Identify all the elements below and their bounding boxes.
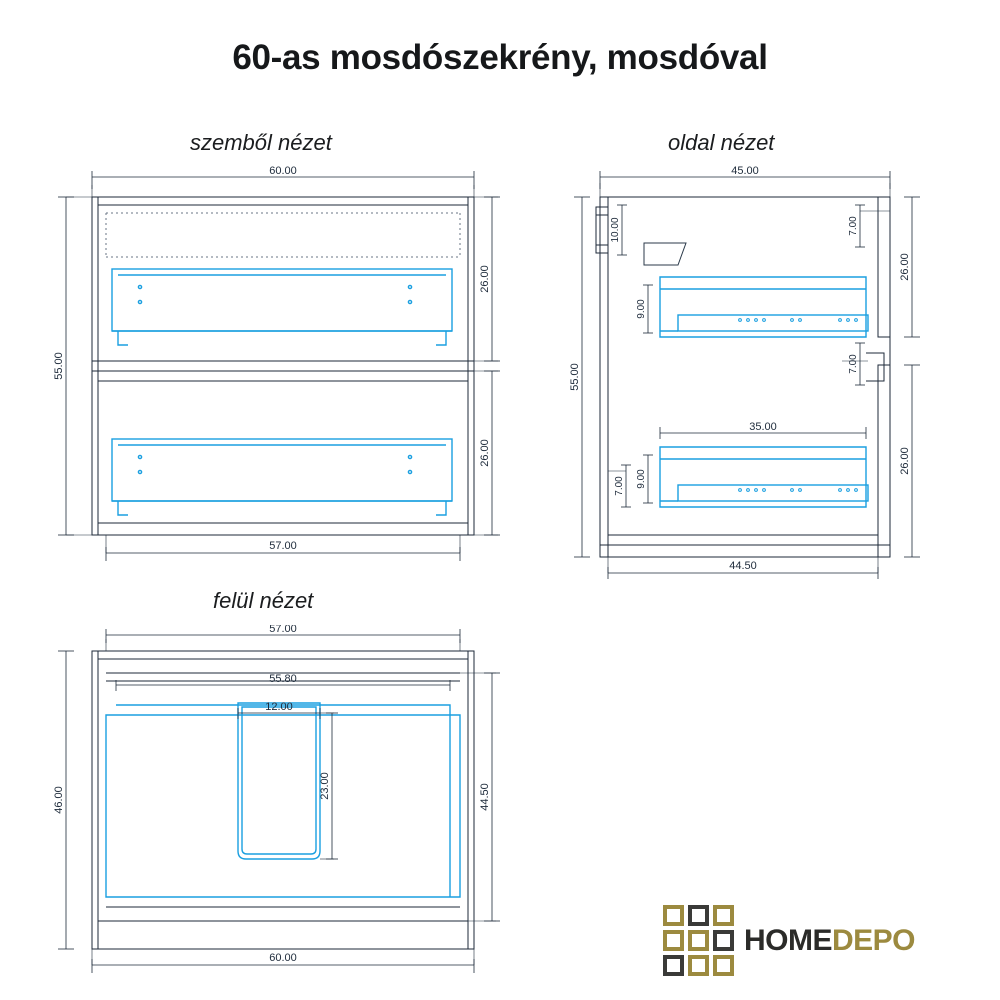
dim-front-width-overall: 60.00 [269, 165, 297, 177]
dim-side-rear-offset-bottom: 7.00 [614, 476, 625, 496]
dim-top-depth-inner: 44.50 [479, 783, 491, 811]
dim-front-height-upper: 26.00 [479, 265, 491, 293]
logo-cell [663, 955, 684, 976]
dim-side-top-offset: 10.00 [610, 217, 621, 243]
dim-top-cutout-width: 12.00 [265, 701, 293, 713]
logo-cell [713, 955, 734, 976]
logo-cell [713, 905, 734, 926]
dim-front-height-overall: 55.00 [53, 352, 65, 380]
dim-side-height-overall: 55.00 [569, 363, 581, 391]
dim-side-runner-offset-upper: 9.00 [636, 299, 647, 319]
logo-word-depo: DEPO [832, 923, 916, 957]
logo-cell [663, 905, 684, 926]
logo-grid-icon [663, 905, 734, 976]
logo-wordmark [744, 923, 916, 957]
page-title: 60-as mosdószekrény, mosdóval [232, 38, 768, 77]
view-label-top: felül nézet [213, 588, 314, 613]
logo-cell [688, 955, 709, 976]
logo-cell [663, 930, 684, 951]
view-label-side: oldal nézet [668, 130, 775, 155]
dim-front-width-inner: 57.00 [269, 540, 297, 552]
front-view-drawing [40, 165, 560, 585]
dim-top-basin-width: 55.80 [269, 673, 297, 685]
top-view-drawing [40, 625, 560, 985]
dim-front-height-lower: 26.00 [479, 439, 491, 467]
dim-side-depth-overall: 45.00 [731, 165, 759, 177]
dim-side-height-lower: 26.00 [899, 447, 911, 475]
dim-side-rear-offset-top: 7.00 [848, 216, 859, 236]
logo-cell [688, 905, 709, 926]
homedepo-logo [663, 905, 915, 976]
dim-side-depth-bottom: 44.50 [729, 560, 757, 572]
logo-cell [688, 930, 709, 951]
view-label-front: szemből nézet [190, 130, 332, 155]
side-view-drawing [560, 165, 960, 585]
logo-word-home: HOME [744, 923, 832, 957]
dim-top-cutout-depth: 23.00 [319, 772, 331, 800]
dim-top-width-overall: 60.00 [269, 952, 297, 964]
dim-top-depth-overall: 46.00 [53, 786, 65, 814]
dim-side-rear-offset-mid: 7.00 [848, 354, 859, 374]
logo-cell [713, 930, 734, 951]
dim-side-drawer-depth: 35.00 [749, 421, 777, 433]
dim-side-height-upper: 26.00 [899, 253, 911, 281]
dim-side-runner-offset-lower: 9.00 [636, 469, 647, 489]
dim-top-width-inner: 57.00 [269, 625, 297, 635]
